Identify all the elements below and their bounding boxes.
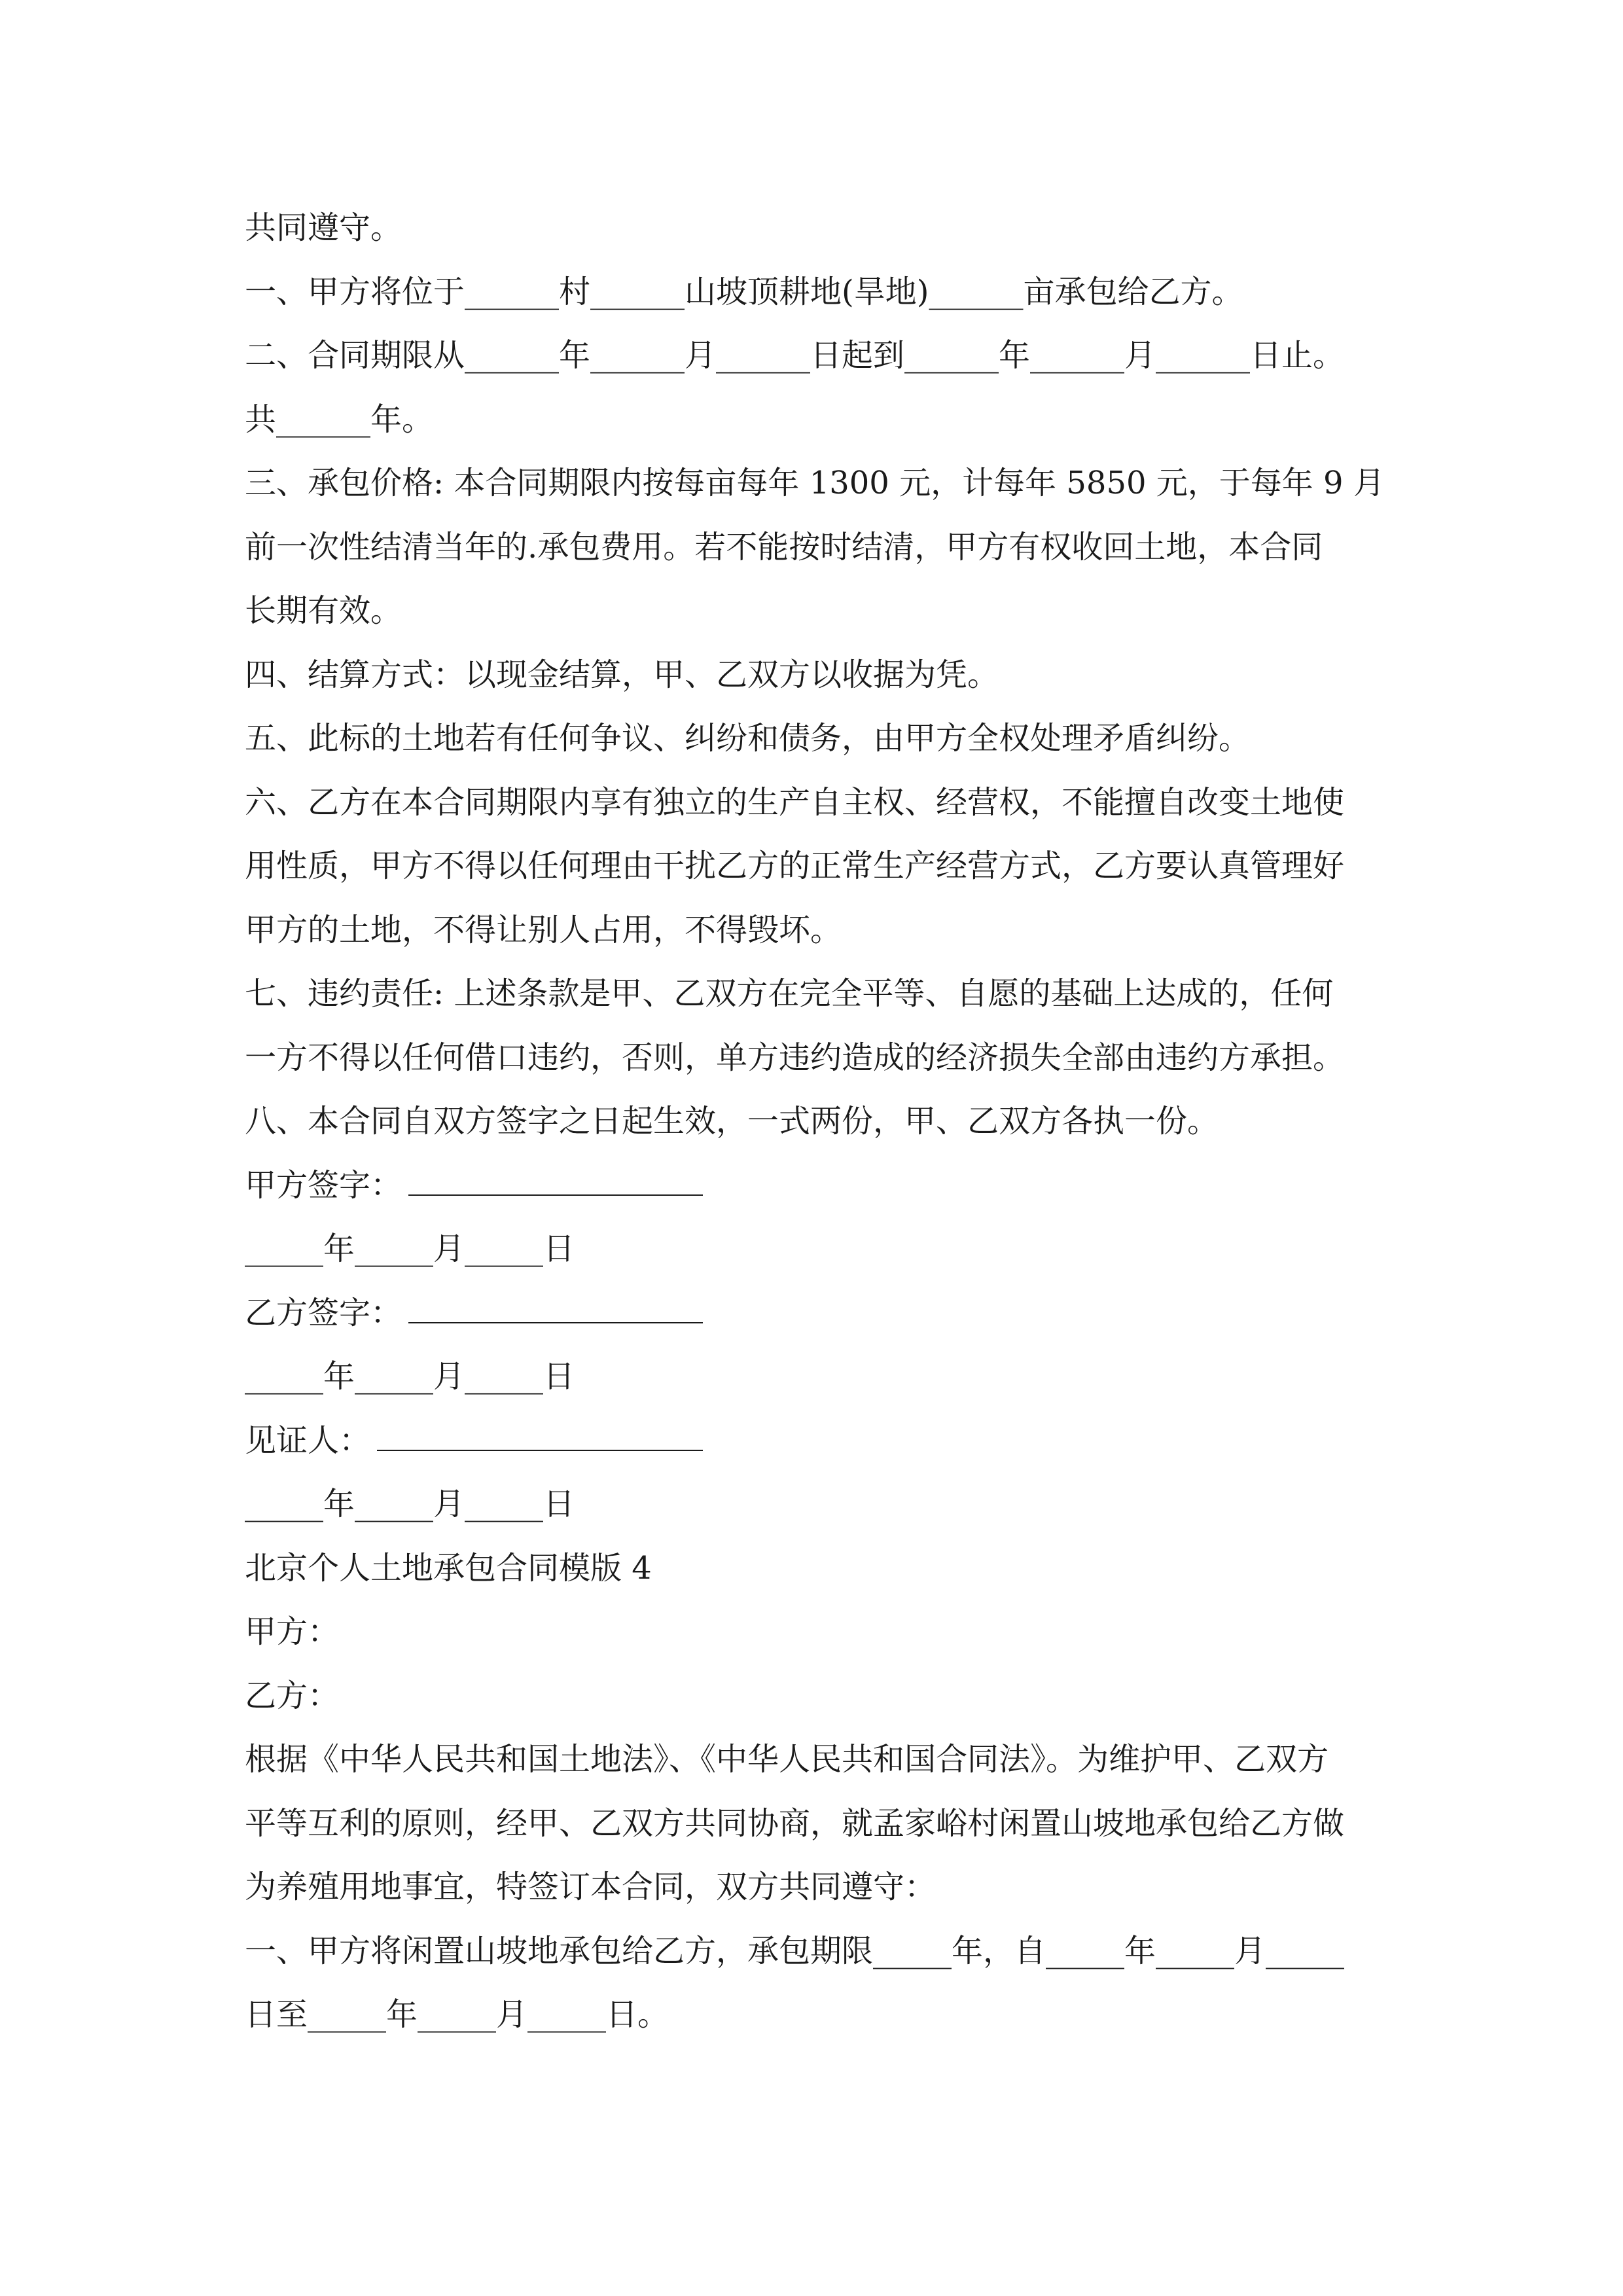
party-b-signature-row [245,1282,1410,1346]
text-line: 一方不得以任何借口违约，否则，单方违约造成的经济损失全部由违约方承担。 [245,1039,1345,1076]
text-line: 八、本合同自双方签字之日起生效，一式两份，甲、乙双方各执一份。 [245,1103,1219,1139]
section-title: 北京个人土地承包合同模版 4 [245,1549,652,1587]
witness-date-line: _____年_____月_____日 [245,1486,575,1522]
party-b-label: 乙方： [245,1677,340,1714]
text-line: 根据《中华人民共和国土地法》、《中华人民共和国合同法》。为维护甲、乙双方 [245,1741,1329,1778]
text-line: 长期有效。 [245,592,402,629]
text-line: 七、违约责任: 上述条款是甲、乙双方在完全平等、自愿的基础上达成的，任何 [245,975,1334,1012]
party-a-label: 甲方： [245,1613,340,1650]
contract-text [245,196,1410,2047]
text-line: 用性质，甲方不得以任何理由干扰乙方的正常生产经营方式，乙方要认真管理好 [245,848,1345,884]
party-a-date-line: _____年_____月_____日 [245,1230,575,1267]
text-line: 为养殖用地事宜，特签订本合同，双方共同遵守： [245,1869,936,1905]
text-line: 四、结算方式：以现金结算，甲、乙双方以收据为凭。 [245,656,999,693]
text-line: 日至_____年_____月_____日。 [245,1996,669,2033]
text-line: 一、甲方将闲置山坡地承包给乙方，承包期限_____年，自_____年_____月_____ [245,1932,1345,1969]
text-line: 共同遵守。 [245,209,402,246]
party-b-sign-label: 乙方签字： [245,1294,402,1331]
party-a-sign-label: 甲方签字： [245,1166,402,1204]
text-line: 三、承包价格: 本合同期限内按每亩每年 1300 元，计每年 5850 元，于每年 9 月 [245,465,1385,501]
witness-signature-row [245,1409,1410,1473]
party-a-signature-row [245,1154,1410,1218]
text-line: 六、乙方在本合同期限内享有独立的生产自主权、经营权，不能擅自改变土地使 [245,783,1345,821]
witness-signature-field[interactable] [377,1424,703,1451]
text-line: 二、合同期限从______年______月______日起到______年______月______日止。 [245,337,1345,374]
text-line: 共______年。 [245,401,434,438]
party-b-signature-field[interactable] [408,1296,703,1323]
witness-label: 见证人： [245,1422,371,1459]
party-b-date-line: _____年_____月_____日 [245,1358,575,1395]
party-a-signature-field[interactable] [408,1168,703,1196]
text-line: 五、此标的土地若有任何争议、纠纷和债务，由甲方全权处理矛盾纠纷。 [245,720,1251,757]
text-line: 甲方的土地，不得让别人占用，不得毁坏。 [245,911,842,948]
text-line: 平等互利的原则，经甲、乙双方共同协商，就孟家峪村闲置山坡地承包给乙方做 [245,1804,1345,1842]
text-line: 前一次性结清当年的.承包费用。若不能按时结清，甲方有权收回土地，本合同 [245,528,1323,565]
text-line: 一、甲方将位于______村______山坡顶耕地(旱地)______亩承包给乙方。 [245,273,1243,310]
